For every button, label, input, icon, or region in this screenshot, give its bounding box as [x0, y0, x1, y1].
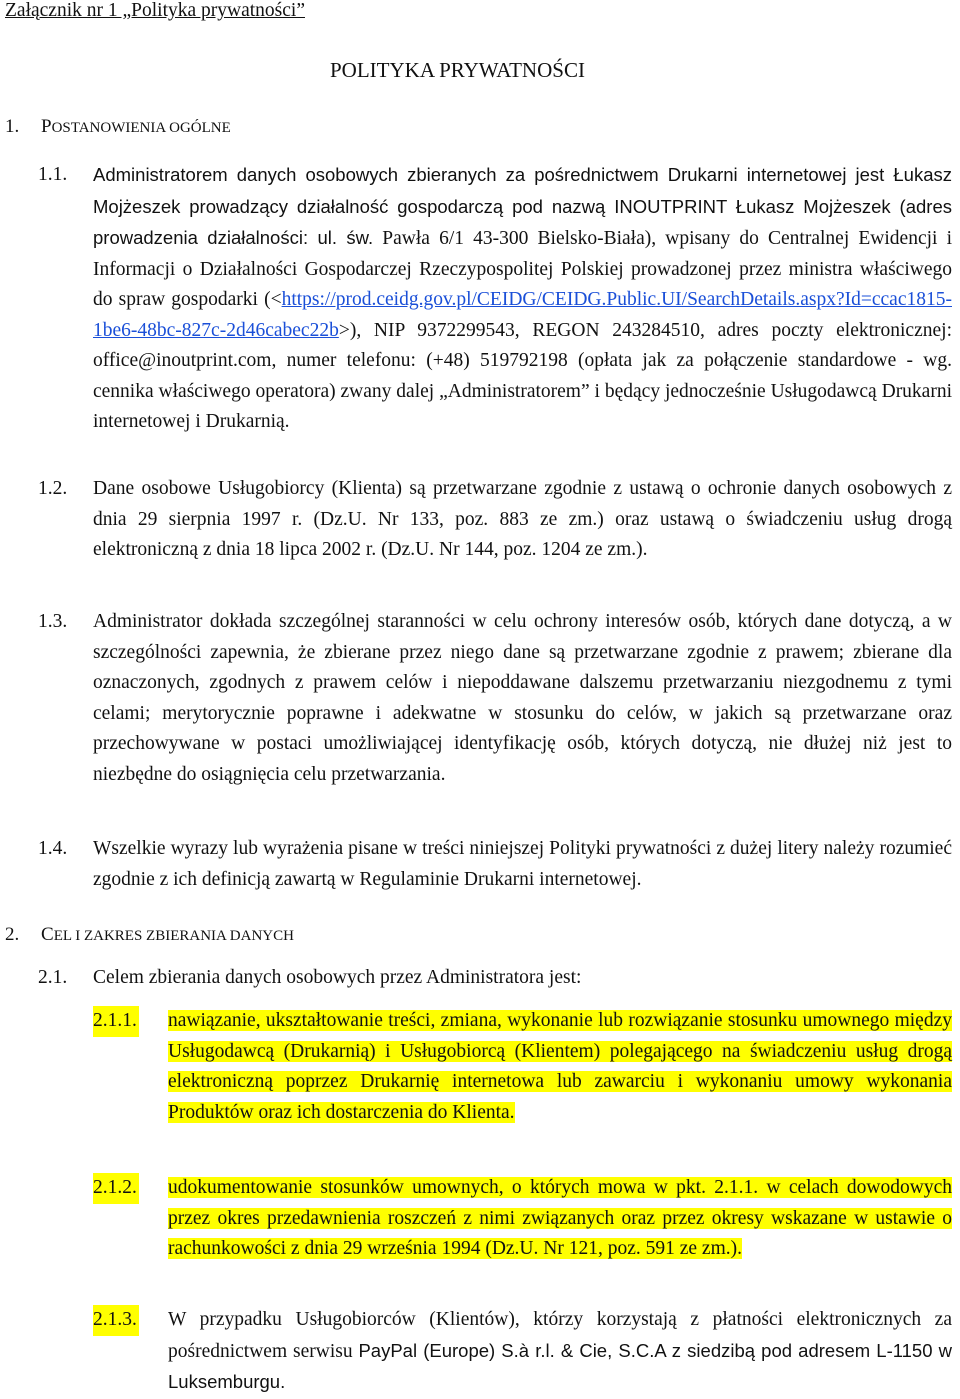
- paragraph-text: [168, 1006, 952, 1128]
- section-2-heading: [5, 924, 294, 946]
- paragraph-2-1-1: [93, 1006, 952, 1128]
- paragraph-text-main: W przypadku Usługobiorców (Klientów), którzy korzystają z płatności elektronicznych za pośrednictwem serwisu: [168, 1309, 952, 1362]
- paragraph-text-main: Pawła 6/1 43-300 Bielsko-Biała), wpisany do Centralnej Ewidencji i Informacji o Działalności Gospodarczej Rzeczypospolitej Polskiej prowadzonej przez ministra właściwego do spraw gospodarki (<: [93, 228, 952, 310]
- section-number: 2.: [5, 924, 20, 945]
- paragraph-number: 1.3.: [38, 611, 68, 632]
- paragraph-2-1-3: [93, 1305, 952, 1399]
- paragraph-2-1: [38, 963, 952, 994]
- paragraph-1-2: [38, 474, 952, 566]
- highlighted-text: nawiązanie, ukształtowanie treści, zmiana, wykonanie lub rozwiązanie stosunku umownego między Usługodawcą (Drukarnią) i Usługobiorcą (Klientem) polegającego na świadczeniu usług drogą elektroniczną poprzez Drukarnię internetowa lub zawarciu i wykonaniu umowy wykonania Produktów oraz ich dostarczenia do Klienta.: [168, 1010, 952, 1123]
- paragraph-number: 2.1.1.: [93, 1006, 139, 1037]
- paypal-text: PayPal (Europe) S.à r.l. & Cie, S.C.A z siedzibą pod adresem L-1150 w Luksemburgu.: [168, 1339, 952, 1392]
- document-title: POLITYKA PRYWATNOŚCI: [330, 58, 585, 82]
- paragraph-text-sans: Administratorem danych osobowych zbieranych za pośrednictwem Drukarni internetowej jest Łukasz Mojżeszek prowadzący działalność gospodarczą pod nazwą INOUTPRINT Łukasz Mojżeszek (adres prowadzenia działalności: ul. św.: [93, 164, 952, 248]
- paragraph-number: 1.1.: [38, 164, 68, 185]
- paragraph-1-4: [38, 834, 952, 895]
- paragraph-number: 2.1.3.: [93, 1305, 139, 1336]
- paragraph-text: [93, 160, 952, 438]
- paragraph-text-contact: >), NIP 9372299543, REGON 243284510, adres poczty elektronicznej: office@inoutprint.: [93, 319, 952, 371]
- paragraph-number: 2.1.2.: [93, 1173, 139, 1204]
- section-title-cap: P: [41, 116, 52, 137]
- paragraph-text: Celem zbierania danych osobowych przez Administratora jest:: [93, 967, 582, 988]
- paragraph-1-1: [38, 160, 952, 438]
- section-number: 1.: [5, 116, 20, 137]
- paragraph-text: Administrator dokłada szczególnej staranności w celu ochrony interesów osób, których dane dotyczą, a w szczególności zapewnia, że zbierane przez niego dane są przetwarzane zgodnie z prawem; zbierane dla oznaczonych, zgodnych z prawem celów i niepoddawane dalszemu przetwarzaniu niezgodnemu z tymi celami; merytorycznie poprawne i adekwatne w stosunku do celów, w jakich są przetwarzane oraz przechowywane w postaci umożliwiającej identyfikację osób, których dotyczą, nie dłużej niż jest to niezbędne do osiągnięcia celu przetwarzania.: [93, 611, 952, 785]
- section-title: OSTANOWIENIA OGÓLNE: [51, 120, 231, 136]
- paragraph-number: 2.1.: [38, 967, 68, 988]
- paragraph-text: [168, 1173, 952, 1265]
- section-title-cap: C: [41, 924, 54, 945]
- paragraph-2-1-2: [93, 1173, 952, 1265]
- highlighted-text: udokumentowanie stosunków umownych, o których mowa w pkt. 2.1.1. w celach dowodowych przez okres przedawnienia roszczeń z nimi związanych oraz przez okresy wskazane w ustawie o rachunkowości z dnia 29 września 1994 (Dz.U. Nr 121, poz. 591 ze zm.).: [168, 1177, 952, 1259]
- paragraph-number: 1.2.: [38, 478, 68, 499]
- paragraph-text-end: com, numer telefonu: (+48) 519792198 (opłata jak za połączenie standardowe - wg. cennika właściwego operatora) zwany dalej „Administratorem” i będący jednocześnie Usługodawcą Drukarni internetowej i Drukarnią.: [93, 350, 952, 432]
- section-1-heading: [5, 116, 231, 138]
- attachment-label: Załącznik nr 1 „Polityka prywatności”: [5, 0, 305, 21]
- paragraph-1-3: [38, 607, 952, 790]
- paragraph-number: 1.4.: [38, 838, 68, 859]
- paragraph-text: [168, 1305, 952, 1399]
- paragraph-text: Dane osobowe Usługobiorcy (Klienta) są przetwarzane zgodnie z ustawą o ochronie danych osobowych z dnia 29 sierpnia 1997 r. (Dz.U. Nr 133, poz. 883 ze zm.) oraz ustawą o świadczeniu usług drogą elektroniczną z dnia 18 lipca 2002 r. (Dz.U. Nr 144, poz. 1204 ze zm.).: [93, 478, 952, 560]
- paragraph-text: Wszelkie wyrazy lub wyrażenia pisane w treści niniejszej Polityki prywatności z dużej litery należy rozumieć zgodnie z ich definicją zawartą w Regulaminie Drukarni internetowej.: [93, 838, 952, 890]
- ceidg-link[interactable]: https://prod.ceidg.gov.pl/CEIDG/CEIDG.Public.UI/SearchDetails.aspx?Id=ccac1815-1be6-48bc-827c-2d46cabec22b: [93, 289, 952, 341]
- section-title: EL I ZAKRES ZBIERANIA DANYCH: [53, 928, 294, 944]
